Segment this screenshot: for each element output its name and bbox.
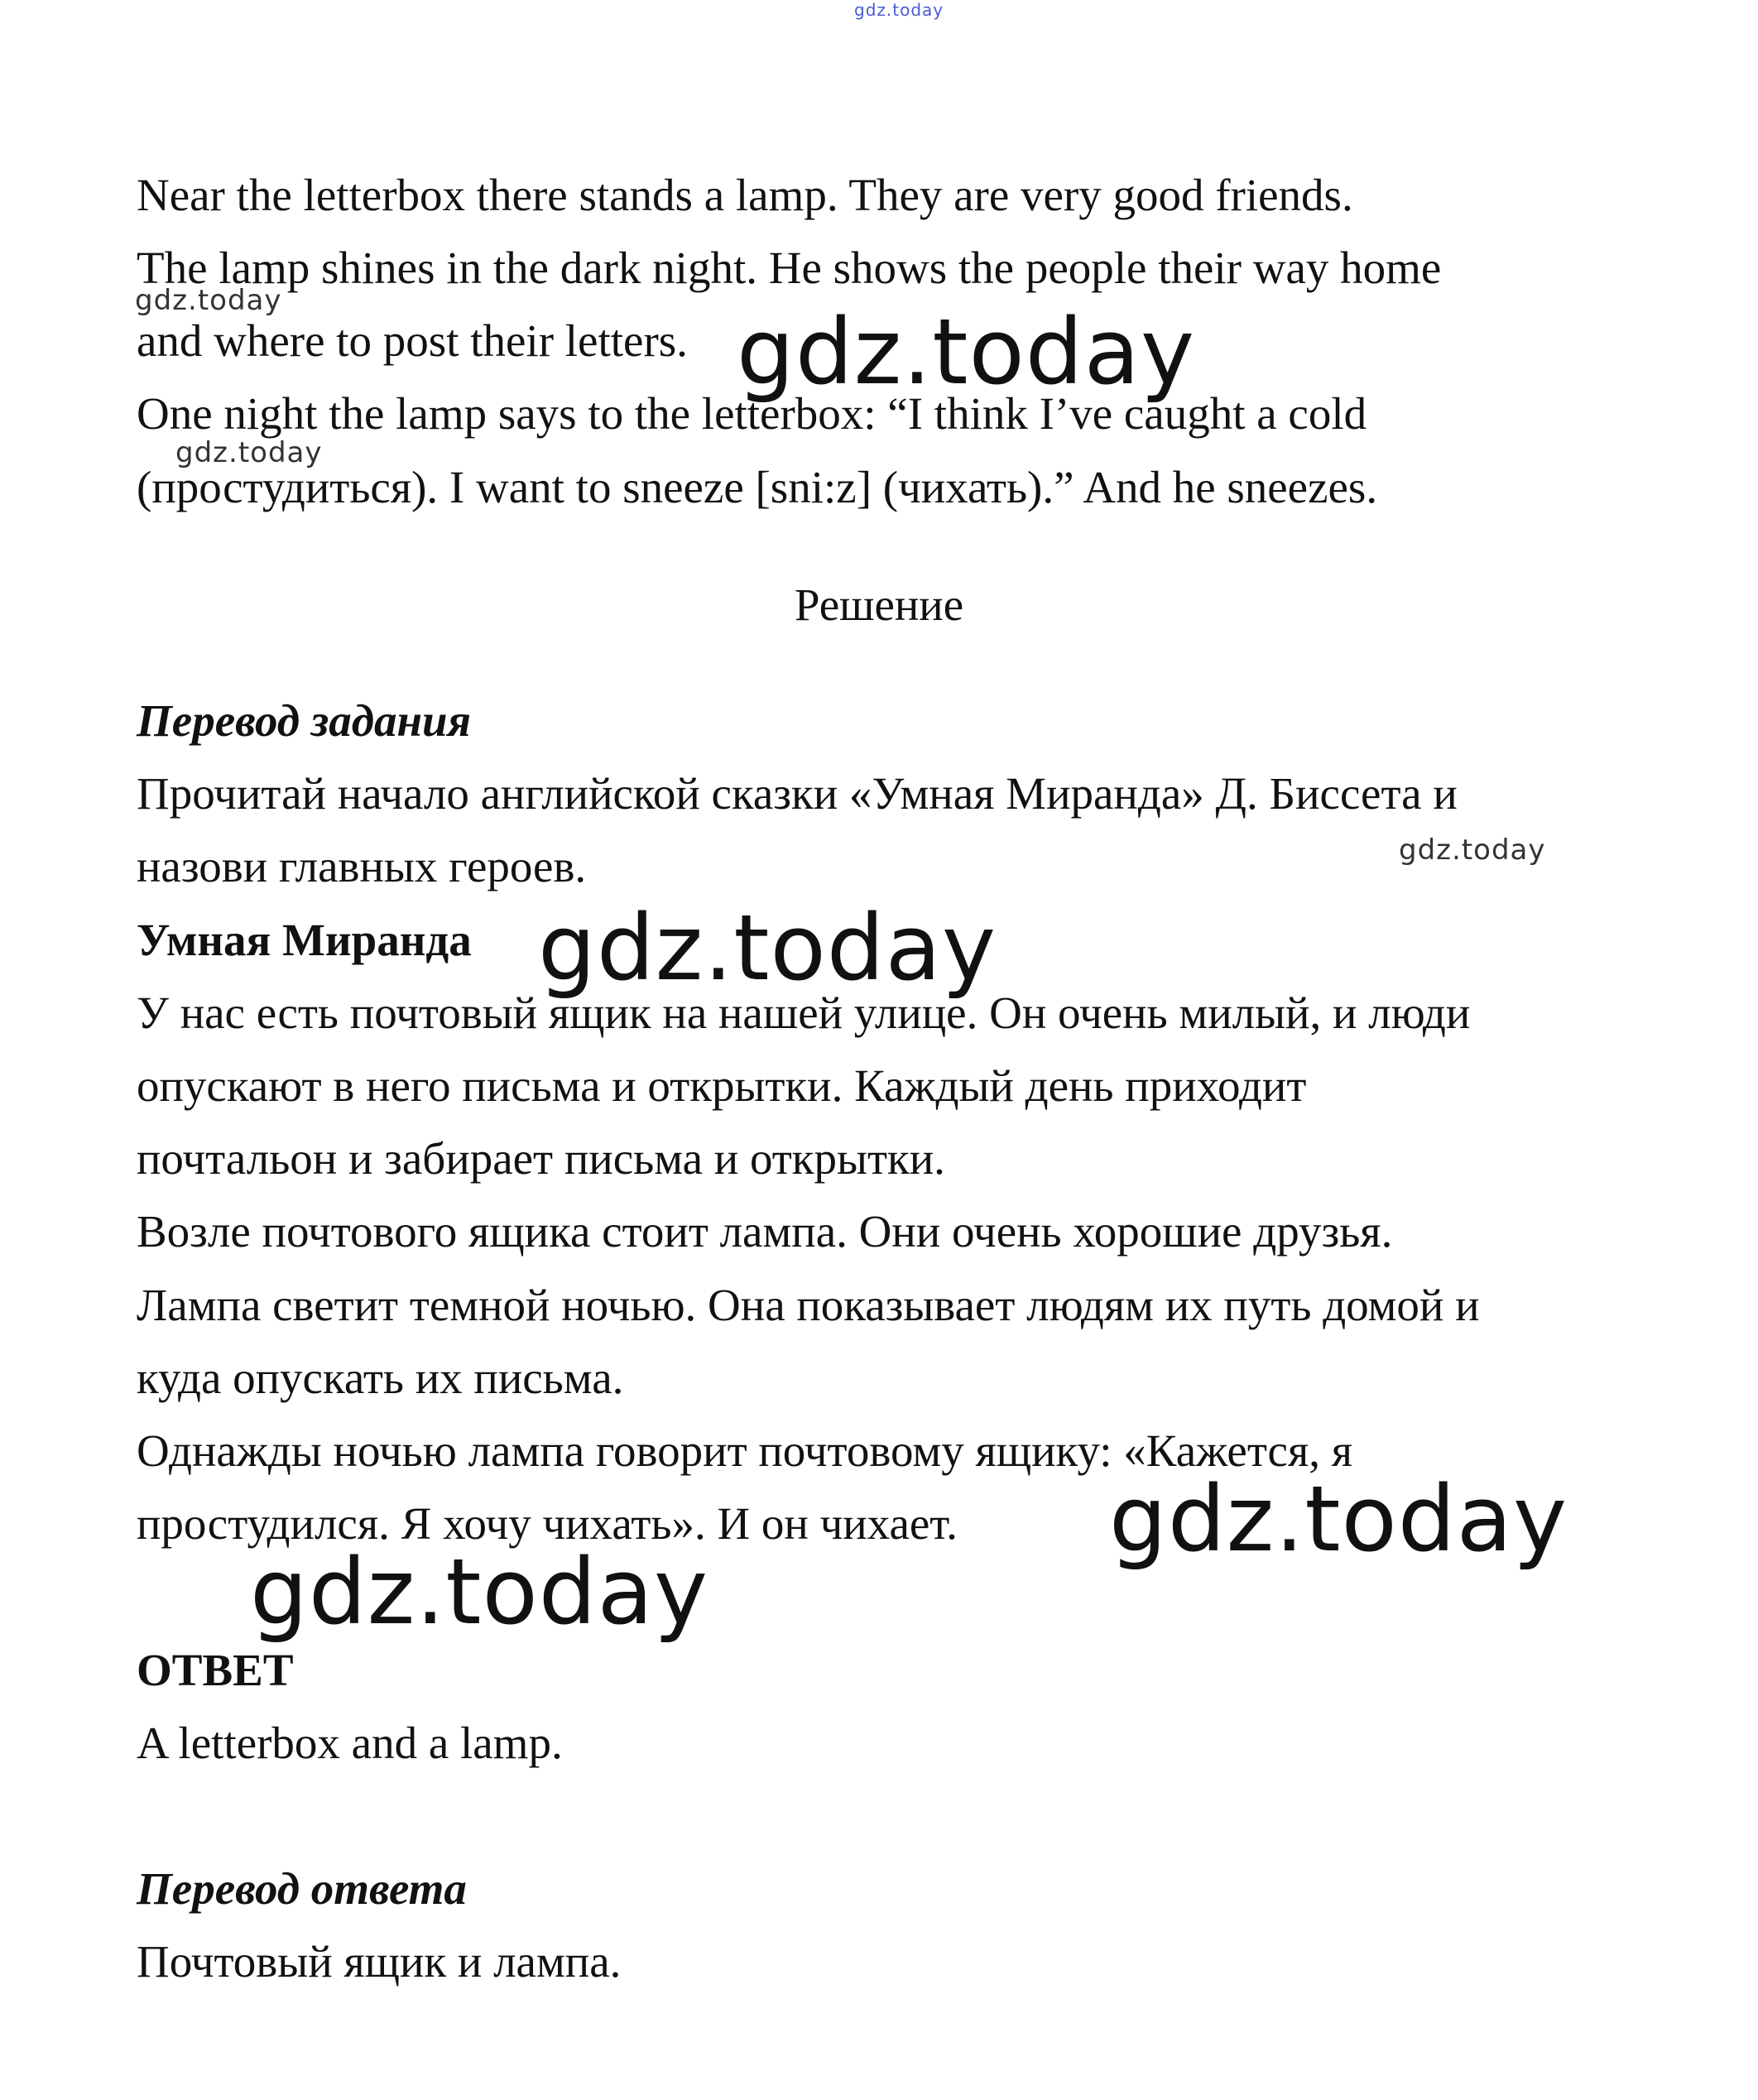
watermark-large-1: gdz.today <box>737 299 1196 405</box>
watermark-small-1: gdz.today <box>135 284 282 317</box>
watermark-large-3: gdz.today <box>1109 1466 1568 1572</box>
watermark-top: gdz.today <box>854 0 944 20</box>
english-line-4: One night the lamp says to the letterbox: “I think I’ve caught a cold <box>137 388 1367 439</box>
watermark-small-3: gdz.today <box>1399 834 1546 867</box>
english-line-1: Near the letterbox there stands a lamp. They are very good friends. <box>137 170 1353 220</box>
answer-translation-heading: Перевод ответа <box>137 1863 467 1914</box>
watermark-small-2: gdz.today <box>175 436 323 469</box>
answer-text: A letterbox and a lamp. <box>137 1718 563 1768</box>
story-title: Умная Миранда <box>137 915 472 965</box>
story-line-7: Однажды ночью лампа говорит почтовому ящику: «Кажется, я <box>137 1425 1353 1476</box>
english-line-2: The lamp shines in the dark night. He shows the people their way home <box>137 243 1442 293</box>
solution-title: Решение <box>794 579 964 630</box>
english-line-3: and where to post their letters. <box>137 315 688 366</box>
task-translation-line-1: Прочитай начало английской сказки «Умная Миранда» Д. Биссета и <box>137 768 1458 819</box>
story-line-6: куда опускать их письма. <box>137 1353 624 1403</box>
story-line-1: У нас есть почтовый ящик на нашей улице. Он очень милый, и люди <box>137 988 1471 1038</box>
story-line-2: опускают в него письма и открытки. Каждый день приходит <box>137 1060 1307 1111</box>
answer-translation-text: Почтовый ящик и лампа. <box>137 1936 622 1987</box>
answer-heading: ОТВЕТ <box>137 1645 294 1695</box>
story-line-8: простудился. Я хочу чихать». И он чихает. <box>137 1498 958 1549</box>
task-translation-heading: Перевод задания <box>137 695 471 746</box>
english-line-5: (простудиться). I want to sneeze [sni:z] (чихать).” And he sneezes. <box>137 462 1378 512</box>
story-line-3: почтальон и забирает письма и открытки. <box>137 1133 945 1184</box>
task-translation-line-2: назови главных героев. <box>137 841 587 891</box>
story-line-4: Возле почтового ящика стоит лампа. Они очень хорошие друзья. <box>137 1206 1393 1257</box>
story-line-5: Лампа светит темной ночью. Она показывает людям их путь домой и <box>137 1280 1480 1330</box>
watermark-large-4: gdz.today <box>250 1539 709 1645</box>
watermark-large-2: gdz.today <box>538 895 997 1001</box>
